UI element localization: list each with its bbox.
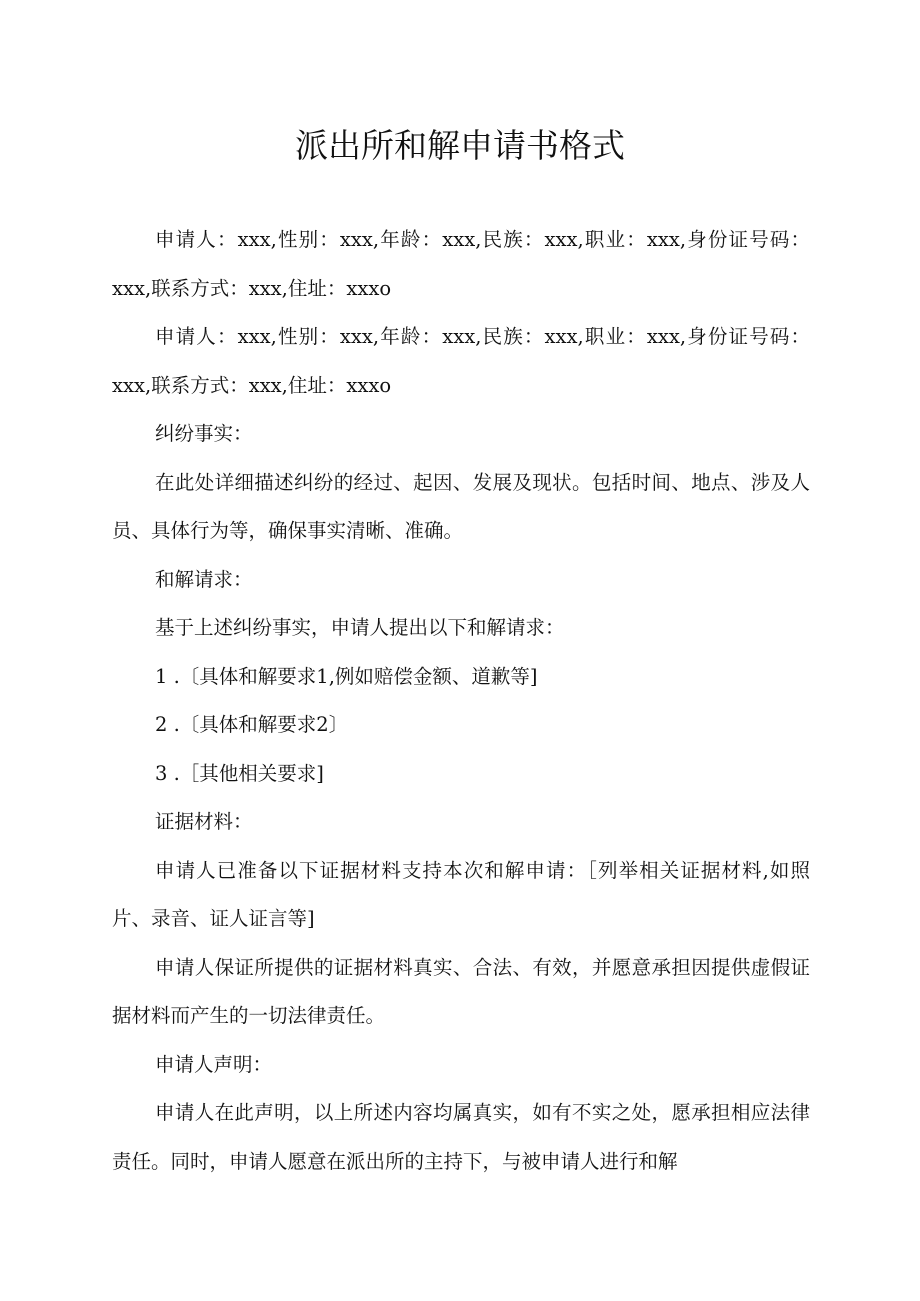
section-heading-dispute-facts: 纠纷事实： <box>155 422 253 445</box>
section-heading-evidence: 证据材料： <box>155 810 253 833</box>
applicant-info-1: 申请人：xxx,性别：xxx,年龄：xxx,民族：xxx,职业：xxx,身份证号码：xxx,联系方式：xxx,住址：xxxo <box>112 228 810 300</box>
dispute-facts-text: 在此处详细描述纠纷的经过、起因、发展及现状。包括时间、地点、涉及人员、具体行为等，确保事实清晰、准确。 <box>112 470 810 542</box>
settlement-request-intro: 基于上述纠纷事实，申请人提出以下和解请求： <box>155 616 565 639</box>
evidence-guarantee-text: 申请人保证所提供的证据材料真实、合法、有效，并愿意承担因提供虚假证据材料而产生的一切法律责任。 <box>112 955 810 1027</box>
applicant-info-2: 申请人：xxx,性别：xxx,年龄：xxx,民族：xxx,职业：xxx,身份证号码：xxx,联系方式：xxx,住址：xxxo <box>112 325 810 397</box>
settlement-request-item-3: 3 .［其他相关要求] <box>155 761 324 785</box>
section-heading-settlement-request: 和解请求： <box>155 567 253 591</box>
section-heading-declaration: 申请人声明： <box>155 1052 273 1076</box>
declaration-text: 申请人在此声明，以上所述内容均属真实，如有不实之处，愿承担相应法律责任。同时，申请人愿意在派出所的主持下，与被申请人进行和解 <box>112 1101 810 1173</box>
document-title: 派出所和解申请书格式 <box>295 126 625 165</box>
settlement-request-item-2: 2 .〔具体和解要求2〕 <box>155 713 349 736</box>
document-body <box>112 216 810 1186</box>
evidence-list-text: 申请人已准备以下证据材料支持本次和解申请：［列举相关证据材料,如照片、录音、证人证言等] <box>112 858 810 930</box>
settlement-request-item-1: 1 .〔具体和解要求1,例如赔偿金额、道歉等] <box>155 664 538 688</box>
